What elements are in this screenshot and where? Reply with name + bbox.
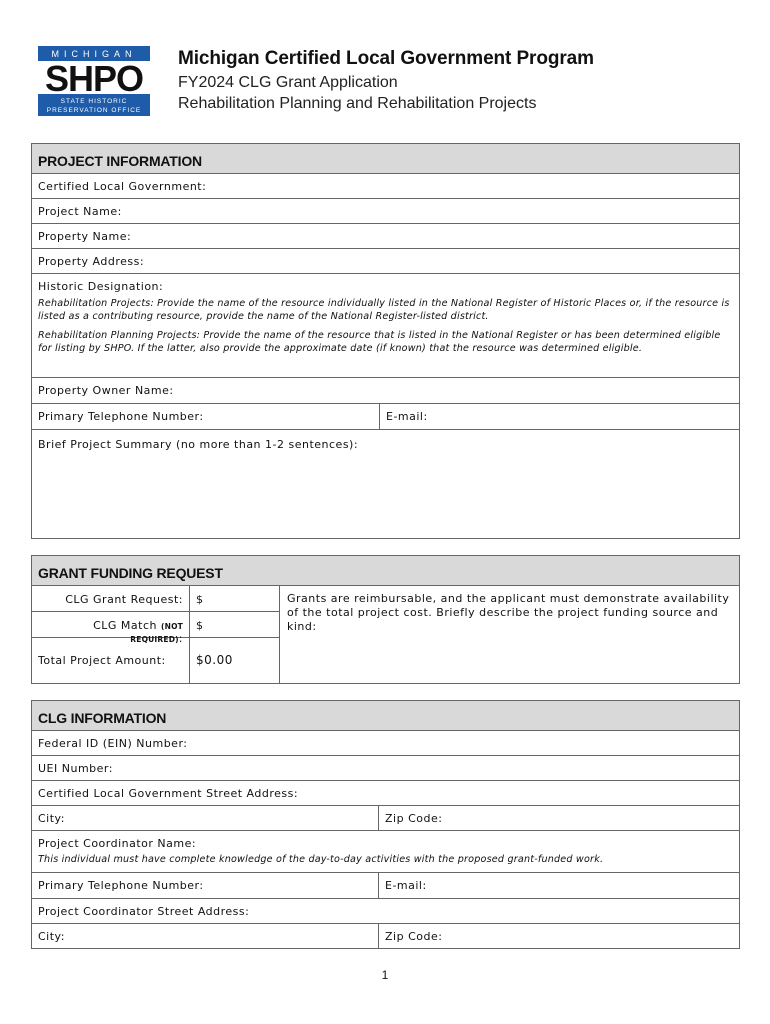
grant-request-input[interactable]: $: [196, 593, 204, 606]
coordinator-email-field[interactable]: E-mail:: [378, 873, 739, 898]
property-address-field[interactable]: Property Address:: [32, 249, 739, 274]
grant-funding-section: [31, 555, 740, 684]
document-header: [178, 48, 594, 113]
document-subtitle-2: Rehabilitation Planning and Rehabilitation Projects: [178, 95, 537, 112]
email-field[interactable]: E-mail:: [379, 404, 739, 429]
svg-text:STATE HISTORIC: STATE HISTORIC: [60, 98, 128, 105]
rehabilitation-projects-note: Rehabilitation Projects: Provide the name of the resource individually listed in the National Register of Historic Places or, if the resource is listed as a contributing resource, provide the name of the National Register-listed district.: [38, 298, 730, 322]
coordinator-note: This individual must have complete knowledge of the day-to-day activities with the proposed grant-funded work.: [38, 854, 604, 865]
coordinator-zip-field[interactable]: Zip Code:: [378, 924, 739, 948]
project-summary-field[interactable]: Brief Project Summary (no more than 1-2 sentences):: [32, 430, 739, 539]
document-subtitle: FY2024 CLG Grant Application: [178, 74, 398, 91]
property-owner-field[interactable]: Property Owner Name:: [32, 378, 739, 404]
clg-match-input[interactable]: $: [196, 619, 204, 632]
total-project-value[interactable]: $0.00: [196, 653, 233, 667]
funding-description-field[interactable]: Grants are reimbursable, and the applicant must demonstrate availability of the total project cost. Briefly describe the project funding source and kind:: [287, 592, 730, 633]
zip-code-field[interactable]: Zip Code:: [378, 806, 739, 830]
grant-request-label: CLG Grant Request:: [32, 586, 190, 611]
shpo-logo: [32, 46, 156, 116]
total-project-label: Total Project Amount:: [32, 638, 190, 684]
project-name-field[interactable]: Project Name:: [32, 199, 739, 224]
clg-street-field[interactable]: Certified Local Government Street Address:: [32, 781, 739, 806]
svg-text:SHPO: SHPO: [44, 58, 144, 99]
ein-field[interactable]: Federal ID (EIN) Number:: [32, 731, 739, 756]
city-field[interactable]: City:: [38, 812, 65, 825]
primary-phone-field[interactable]: Primary Telephone Number:: [38, 410, 204, 423]
clg-field[interactable]: Certified Local Government:: [32, 174, 739, 199]
svg-text:PRESERVATION OFFICE: PRESERVATION OFFICE: [46, 107, 142, 114]
coordinator-street-field[interactable]: Project Coordinator Street Address:: [32, 899, 739, 924]
clg-match-label: CLG Match (NOT REQUIRED):: [32, 612, 190, 637]
coordinator-phone-field[interactable]: Primary Telephone Number:: [38, 879, 204, 892]
uei-field[interactable]: UEI Number:: [32, 756, 739, 781]
rehabilitation-planning-note: Rehabilitation Planning Projects: Provide the name of the resource that is listed in the National Register or has been determined eligible for listing by SHPO. If the latter, also provide the approximate date (if known) that the resource was determined eligible.: [38, 330, 721, 354]
section-heading: GRANT FUNDING REQUEST: [32, 556, 739, 586]
historic-designation-field[interactable]: Historic Designation: Rehabilitation Projects: Provide the name of the resource individually listed in the National Register of Historic Places or, if the resource is listed as a contributing resource, provide the name of the National Register-listed district. Rehabilitation Planning Projects: Provide the name of the resource that is listed in the National Register or has been determined eligible for listing by SHPO. If the latter, also provide the approximate date (if known) that the resource was determined eligible.: [32, 274, 739, 378]
section-heading: CLG INFORMATION: [32, 701, 739, 731]
coordinator-city-field[interactable]: City:: [38, 930, 65, 943]
property-name-field[interactable]: Property Name:: [32, 224, 739, 249]
project-coordinator-field[interactable]: Project Coordinator Name: This individual must have complete knowledge of the day-to-day activities with the proposed grant-funded work.: [32, 831, 739, 873]
project-information-section: [31, 143, 740, 539]
clg-information-section: [31, 700, 740, 949]
svg-text:MICHIGAN: MICHIGAN: [51, 49, 137, 59]
page-number: 1: [381, 968, 389, 982]
document-title: Michigan Certified Local Government Program: [178, 48, 594, 69]
section-heading: PROJECT INFORMATION: [32, 144, 739, 174]
